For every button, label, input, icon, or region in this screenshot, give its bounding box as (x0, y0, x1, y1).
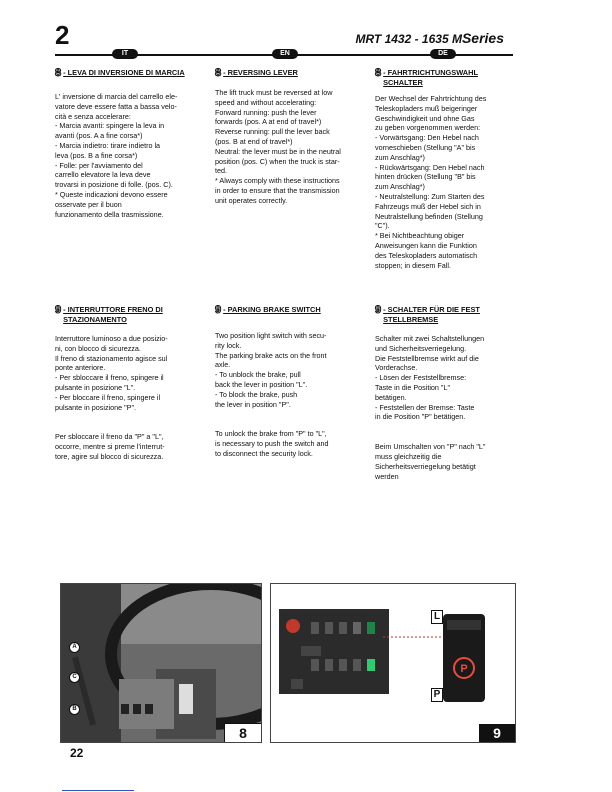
paragraph: L' inversione di marcia del carrello ele- vatore deve essere fatta a bassa velo- cità e senza accelerare: (55, 92, 178, 121)
paragraph: - Marcia avanti: spingere la leva in avanti (pos. A a fine corsa*) (55, 121, 165, 141)
paragraph: Schalter mit zwei Schaltstellungen und Sicherheitsverriegelung. (375, 334, 485, 353)
section-title: - REVERSING LEVER (223, 68, 298, 77)
switch-panel-illustration (271, 584, 515, 742)
paragraph: * Queste indicazioni devono essere osservate per il buon funzionamento della trasmissione. (55, 189, 168, 219)
figure-number: 8 (224, 723, 261, 742)
callout-b: B (69, 704, 80, 715)
paragraph: - To block the brake, push the lever in position "P". (215, 389, 298, 409)
figure-number: 9 (479, 724, 515, 742)
paragraph: - Folle: per l'avviamento del carrello elevatore la leva deve trovarsi in posizione di folle. (pos. C). (55, 160, 173, 190)
section-9-it (55, 305, 205, 462)
lang-badge-it: IT (112, 49, 138, 59)
paragraph: - Neutralstellung: Zum Starten des Fahrzeugs muß der Hebel sich in Neutralstellung befinden (Stellung "C"). (375, 191, 485, 231)
paragraph: Reverse running: pull the lever back (pos. B at end of travel*) (215, 127, 330, 146)
section-8-it (55, 68, 205, 219)
section-title: - INTERRUTTORE FRENO DI STAZIONAMENTO (63, 305, 163, 324)
section-8-en (215, 68, 365, 206)
model-name: MRT 1432 - 1635 M (355, 32, 462, 46)
paragraph: Der Wechsel der Fahrtrichtung des Teleskopladers muß beigeringer Geschwindigkeit und ohne Gas zu geben vorgenommen werden: (375, 94, 487, 133)
model-title (355, 30, 504, 46)
note: To unlock the brake from "P" to "L", is necessary to push the switch and to disconnect the security lock. (215, 429, 329, 458)
paragraph: - Lösen der Feststellbremse: Taste in die Position "L" betätigen. (375, 373, 467, 402)
paragraph: The parking brake acts on the front axle. (215, 350, 327, 370)
paragraph: Il freno di stazionamento agisce sul ponte anteriore. (55, 353, 168, 373)
callout-c: C (69, 672, 80, 683)
switch-label-p: P (431, 688, 443, 702)
section-title: - SCHALTER FÜR DIE FEST STELLBREMSE (383, 305, 480, 324)
section-number: 8 (375, 67, 382, 79)
switch-label-l: L (431, 610, 443, 624)
section-number: 9 (55, 304, 62, 316)
model-series: Series (461, 30, 504, 46)
paragraph: Forward running: push the lever forwards (pos. A at end of travel*) (215, 107, 322, 127)
paragraph: Two position light switch with secu- rity lock. (215, 331, 327, 350)
paragraph: * Always comply with these instructions in order to ensure that the transmission unit operates correctly. (215, 176, 340, 205)
section-title: - PARKING BRAKE SWITCH (223, 305, 321, 314)
page-number: 22 (70, 746, 84, 760)
paragraph: - Marcia indietro: tirare indietro la leva (pos. B a fine corsa*) (55, 140, 161, 160)
note: Beim Umschalten von "P" nach "L" muss gleichzeitig die Sicherheitsverriegelung betätigt werden (375, 442, 486, 481)
paragraph: Die Feststellbremse wirkt auf die Vorderachse. (375, 353, 479, 373)
paragraph: - Per bloccare il freno, spingere il pulsante in posizione "P". (55, 392, 161, 412)
section-9-en (215, 305, 365, 459)
section-number: 8 (215, 67, 222, 79)
paragraph: - Feststellen der Bremse: Taste in die Position "P" betätigen. (375, 402, 475, 422)
cab-photo-illustration (61, 584, 261, 742)
paragraph: Neutral: the lever must be in the neutral position (pos. C) when the truck is star- ted. (215, 146, 341, 176)
section-8-de (375, 68, 525, 270)
paragraph: - To unblock the brake, pull back the lever in position "L". (215, 370, 308, 389)
section-number: 9 (215, 304, 222, 316)
paragraph: - Per sbloccare il freno, spingere il pulsante in posizione "L". (55, 373, 164, 392)
paragraph: The lift truck must be reversed at low speed and without accelerating: (215, 88, 333, 107)
paragraph: - Rückwärtsgang: Den Hebel nach hinten drücken (Stellung "B" bis zum Anschlag*) (375, 162, 485, 192)
footer-line (62, 790, 134, 791)
lang-badge-de: DE (430, 49, 456, 59)
section-title: - LEVA DI INVERSIONE DI MARCIA (63, 68, 185, 77)
section-number: 8 (55, 67, 62, 79)
figure-9-photo (270, 583, 516, 743)
section-9-de (375, 305, 525, 481)
chapter-number: 2 (55, 20, 70, 50)
note: Per sbloccare il freno da "P" a "L", occorre, mentre si preme l'interrut- tore, agire sul blocco di sicurezza. (55, 432, 165, 461)
section-title: - FAHRTRICHTUNGSWAHL SCHALTER (383, 68, 478, 87)
svg-text:P: P (460, 663, 468, 675)
section-number: 9 (375, 304, 382, 316)
paragraph: - Vorwärtsgang: Den Hebel nach vorneschieben (Stellung "A" bis zum Anschlag*) (375, 133, 479, 162)
paragraph: Interruttore luminoso a due posizio- ni, con blocco di sicurezza. (55, 334, 168, 353)
lang-badge-en: EN (272, 49, 298, 59)
figure-8-photo (60, 583, 262, 743)
paragraph: * Bei Nichtbeachtung obiger Anweisungen kann die Funktion des Teleskopladers automatisch stoppen; in diesem Fall. (375, 231, 478, 270)
callout-a: A (69, 642, 80, 653)
